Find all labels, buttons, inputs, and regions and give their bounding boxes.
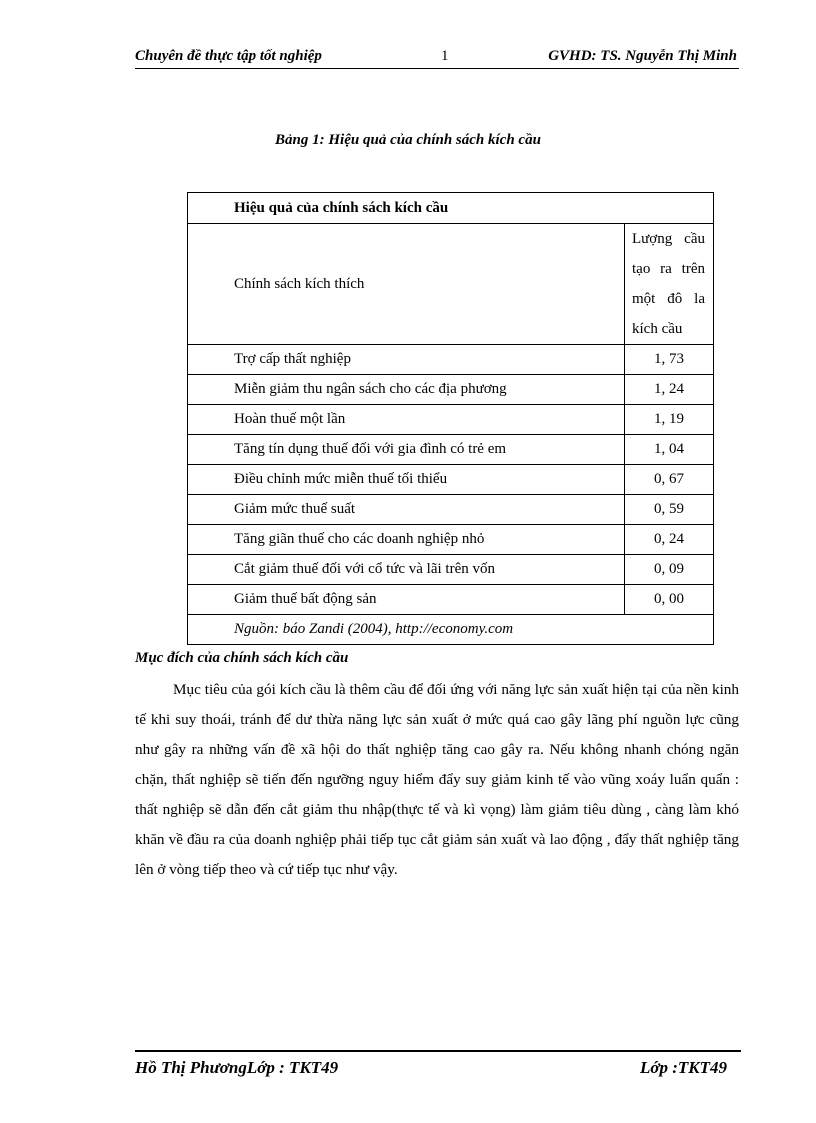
- table-row: [188, 495, 714, 525]
- body-paragraph: Mục tiêu của gói kích cầu là thêm cầu để đối ứng với năng lực sản xuất hiện tại của nền kinh tế khi suy thoái, tránh để dư thừa năng lực sản xuất ở mức quá cao gây lãng phí nguồn lực cũng như gây ra những vấn đề xã hội do thất nghiệp tăng cao gây ra. Nếu không nhanh chóng ngăn chặn, thất nghiệp sẽ tiến đến ngưỡng nguy hiểm đẩy suy giảm kinh tế vào vũng xoáy luẩn quẩn : thất nghiệp sẽ dẫn đến cắt giảm thu nhập(thực tế và kì vọng) làm giảm tiêu dùng , càng làm khó khăn về đầu ra của doanh nghiệp phải tiếp tục cắt giảm sản xuất và lao động , đẩy thất nghiệp tăng lên ở vòng tiếp theo và cứ tiếp tục như vậy.: [135, 681, 739, 878]
- page-header: [135, 46, 739, 69]
- column-header-policy: Chính sách kích thích: [188, 224, 625, 345]
- table-caption: Bảng 1: Hiệu quả của chính sách kích cầu: [275, 132, 541, 148]
- policy-cell: Trợ cấp thất nghiệp: [188, 345, 625, 375]
- table-row: [188, 435, 714, 465]
- value-cell: 1, 73: [625, 345, 714, 375]
- table-title: Hiệu quả của chính sách kích cầu: [188, 193, 714, 224]
- table-row: [188, 345, 714, 375]
- value-cell: 0, 00: [625, 585, 714, 615]
- table-row: [188, 465, 714, 495]
- table-row: [188, 525, 714, 555]
- value-cell: 0, 09: [625, 555, 714, 585]
- section-heading: Mục đích của chính sách kích cầu: [135, 650, 349, 666]
- value-cell: 0, 67: [625, 465, 714, 495]
- value-cell: 0, 24: [625, 525, 714, 555]
- table-row: [188, 555, 714, 585]
- policy-cell: Tăng giãn thuế cho các doanh nghiệp nhỏ: [188, 525, 625, 555]
- policy-cell: Miễn giảm thu ngân sách cho các địa phương: [188, 375, 625, 405]
- value-cell: 1, 24: [625, 375, 714, 405]
- table-row: [188, 585, 714, 615]
- table-row: [188, 375, 714, 405]
- page-number: 1: [441, 48, 449, 64]
- policy-cell: Điều chỉnh mức miễn thuế tối thiểu: [188, 465, 625, 495]
- table-source-row: [188, 615, 714, 645]
- footer-author: Hồ Thị PhươngLớp : TKT49: [135, 1058, 339, 1077]
- footer-class: Lớp :TKT49: [639, 1058, 727, 1077]
- value-cell: 1, 19: [625, 405, 714, 435]
- policy-cell: Giảm thuế bất động sản: [188, 585, 625, 615]
- value-cell: 1, 04: [625, 435, 714, 465]
- table-row: [188, 405, 714, 435]
- policy-cell: Cắt giảm thuế đối với cổ tức và lãi trên vốn: [188, 555, 625, 585]
- header-document-title: Chuyên đề thực tập tốt nghiệp: [135, 48, 322, 64]
- stimulus-effect-table: [187, 192, 714, 645]
- value-cell: 0, 59: [625, 495, 714, 525]
- table-source-note: Nguồn: báo Zandi (2004), http://economy.com: [188, 615, 714, 645]
- table-header-row: [188, 224, 714, 345]
- table-title-row: [188, 193, 714, 224]
- policy-cell: Giảm mức thuế suất: [188, 495, 625, 525]
- policy-cell: Hoàn thuế một lần: [188, 405, 625, 435]
- page-footer: [135, 1050, 741, 1086]
- header-supervisor: GVHD: TS. Nguyễn Thị Minh: [548, 48, 737, 64]
- column-header-demand: Lượng cầu tạo ra trên một đô la kích cầu: [625, 224, 714, 345]
- policy-cell: Tăng tín dụng thuế đối với gia đình có trẻ em: [188, 435, 625, 465]
